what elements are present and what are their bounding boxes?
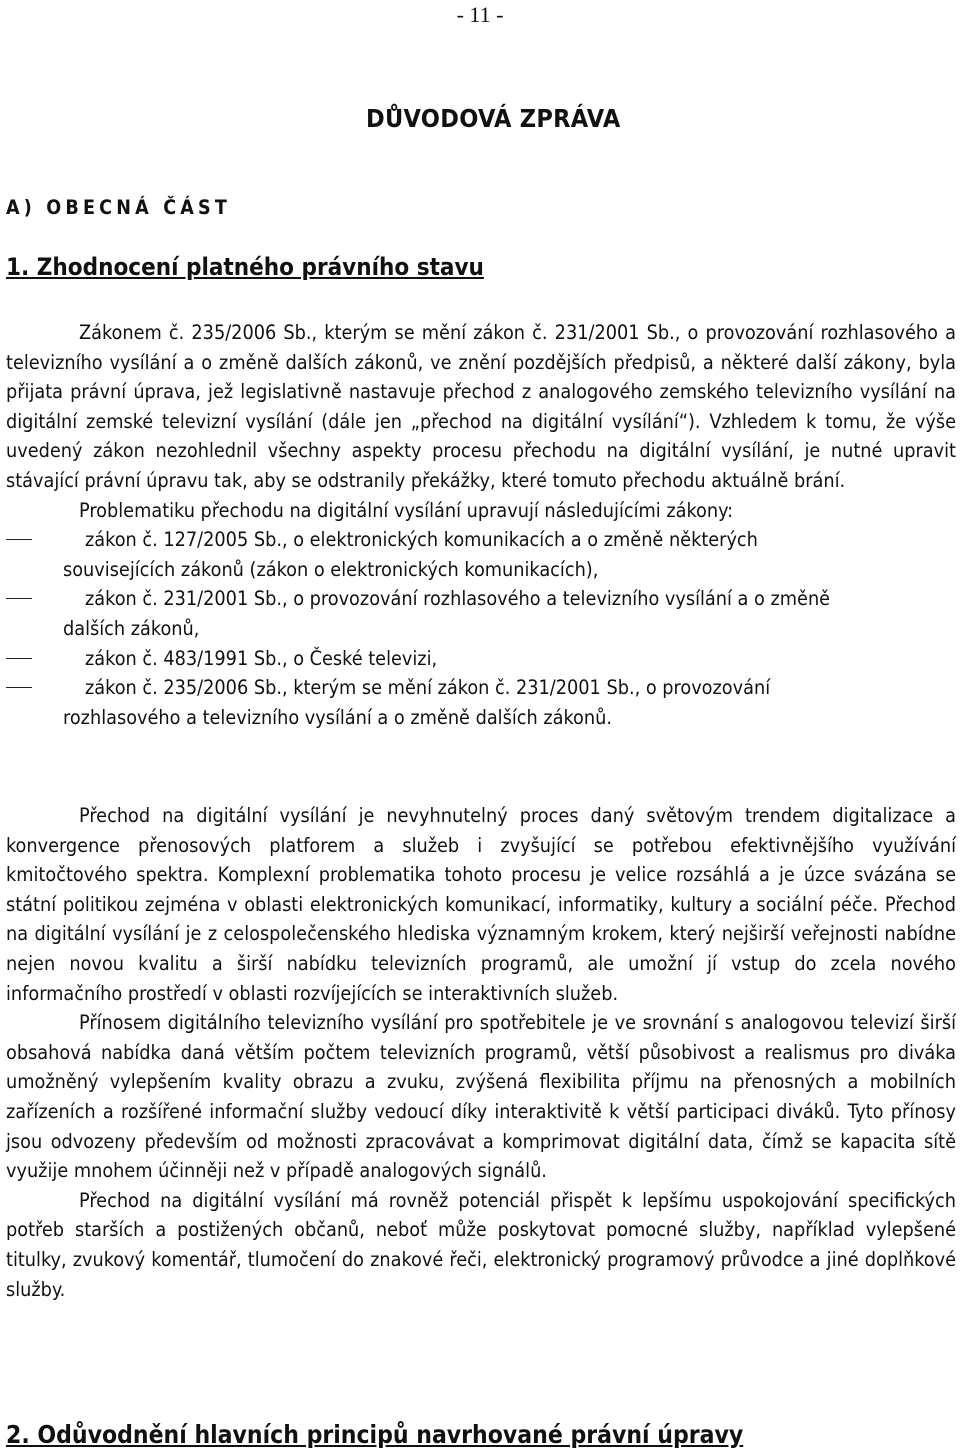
laws-list [6, 525, 956, 732]
dash-bullet-icon [6, 539, 32, 540]
dash-bullet-icon [6, 658, 32, 659]
law-item-continuation: dalších zákonů, [63, 616, 200, 640]
list-item [6, 644, 956, 674]
intro-block [6, 318, 956, 732]
law-item-continuation: rozhlasového a televizního vysílání a o změně dalších zákonů. [63, 705, 612, 729]
list-item [6, 673, 956, 732]
paragraph-benefits: Přínosem digitálního televizního vysílání pro spotřebitele je ve srovnání s analogovou televizí širší obsahová nabídka daná větším počtem televizních programů, větší působivost a realismus pro diváka umožněný vylepšením kvality obrazu a zvuku, zvýšená flexibilita příjmu na přenosných a mobilních zařízeních a rozšířené informační služby vedoucí díky interaktivitě k větší participaci diváků. Tyto přínosy jsou odvozeny především od možnosti zpracovávat a komprimovat digitální data, čímž se kapacita sítě využije mnohem účinněji než v případě analogových signálů. [6, 1011, 956, 1183]
list-item [6, 584, 956, 643]
section-heading-2: 2. Odůvodnění hlavních principů navrhované právní úpravy [6, 1420, 744, 1449]
list-item [6, 525, 956, 584]
dash-bullet-icon [6, 598, 32, 599]
section-heading-1: 1. Zhodnocení platného právního stavu [6, 253, 484, 281]
document-title: DŮVODOVÁ ZPRÁVA [366, 104, 621, 133]
law-item-continuation: souvisejících zákonů (zákon o elektronických komunikacích), [63, 557, 599, 581]
main-text-block [6, 801, 956, 1304]
law-item-first-line: zákon č. 235/2006 Sb., kterým se mění zákon č. 231/2001 Sb., o provozování [85, 676, 771, 700]
paragraph-digital-transition: Přechod na digitální vysílání je nevyhnutelný proces daný světovým trendem digitalizace a konvergence přenosových platforem a služeb i zvyšující se potřebou efektivnějšího využívání kmitočtového spektra. Komplexní problematika tohoto procesu je velice rozsáhlá a je úzce svázána se státní politikou zejména v oblasti elektronických komunikací, informatiky, kultury a sociální péče. Přechod na digitální vysílání je z celospolečenského hlediska významným krokem, který nejširší veřejnosti nabídne nejen novou kvalitu a širší nabídku televizních programů, ale umožní jí vstup do zcela nového informačního prostředí v oblasti rozvíjejících se interaktivních služeb. [6, 804, 956, 1005]
page-number: - 11 - [456, 2, 504, 27]
paragraph-special-needs: Přechod na digitální vysílání má rovněž potenciál přispět k lepšímu uspokojování specifických potřeb starších a postižených občanů, neboť může poskytovat pomocné služby, například vylepšené titulky, zvukový komentář, tlumočení do znakové řeči, elektronický programový průvodce a jiné doplňkové služby. [6, 1188, 956, 1301]
law-item-first-line: zákon č. 231/2001 Sb., o provozování rozhlasového a televizního vysílání a o změně [85, 587, 831, 611]
law-item-first-line: zákon č. 483/1991 Sb., o České televizi, [85, 646, 438, 670]
law-item-first-line: zákon č. 127/2005 Sb., o elektronických komunikacích a o změně některých [85, 528, 758, 552]
intro-paragraph: Zákonem č. 235/2006 Sb., kterým se mění zákon č. 231/2001 Sb., o provozování rozhlasového a televizního vysílání a o změně dalších zákonů, ve znění pozdějších předpisů, a některé další zákony, byla přijata právní úprava, jež legislativně nastavuje přechod z analogového zemského televizního vysílání na digitální zemské televizní vysílání (dále jen „přechod na digitální vysílání“). Vzhledem k tomu, že výše uvedený zákon nezohlednil všechny aspekty procesu přechodu na digitální vysílání, je nutné upravit stávající právní úpravu tak, aby se odstranily překážky, které tomuto přechodu aktuálně brání. [6, 321, 956, 492]
section-a-title: A) OBECNÁ ČÁST [6, 196, 232, 219]
laws-intro: Problematiku přechodu na digitální vysílání upravují následujícími zákony: [79, 498, 734, 522]
dash-bullet-icon [6, 687, 32, 688]
